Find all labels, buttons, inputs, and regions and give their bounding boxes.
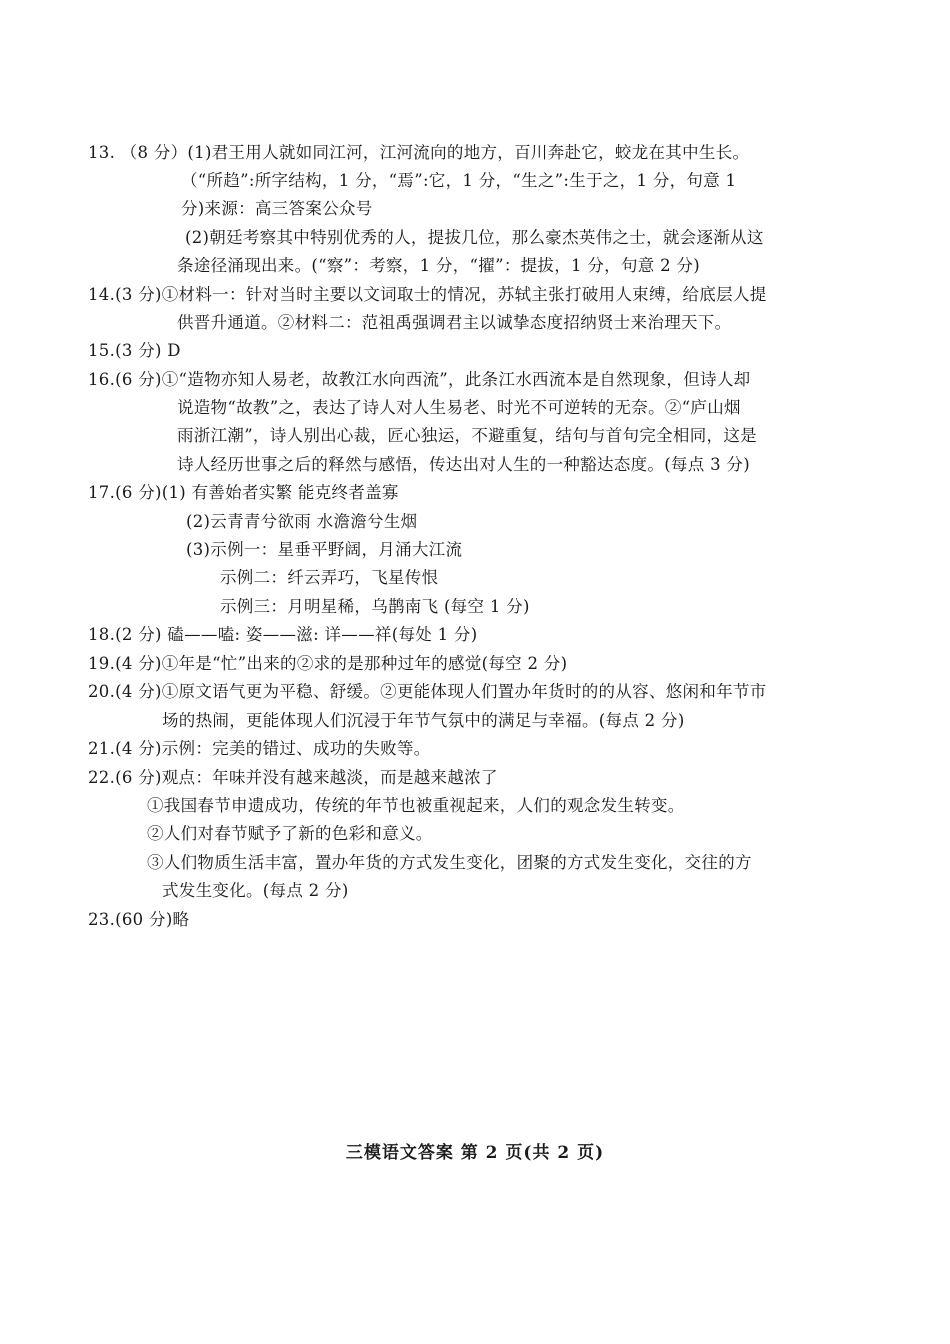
- answer-17-line-5: 示例三：月明星稀，乌鹊南飞 (每空 1 分): [220, 597, 530, 616]
- answer-22-line-2: ①我国春节申遗成功，传统的年节也被重视起来，人们的观念发生转变。: [147, 796, 685, 815]
- answer-22-line-4: ③人们物质生活丰富，置办年货的方式发生变化，团聚的方式发生变化，交往的方: [147, 853, 752, 872]
- answer-17-line-3: (3)示例一：星垂平野阔，月涌大江流: [186, 540, 463, 559]
- answer-16-line-3: 雨浙江潮”，诗人别出心裁，匠心独运，不避重复，结句与首句完全相同，这是: [177, 426, 757, 445]
- answer-13-line-1: 13. （8 分）(1)君王用人就如同江河，江河流向的地方，百川奔赴它，蛟龙在其中生长。: [88, 143, 750, 162]
- answer-22-line-3: ②人们对春节赋予了新的色彩和意义。: [147, 824, 433, 843]
- answer-13-line-3: 分)来源：高三答案公众号: [181, 199, 373, 218]
- answer-22-line-5: 式发生变化。(每点 2 分): [162, 881, 349, 900]
- answer-13-line-2: （“所趋”:所字结构，1 分，“焉”:它，1 分，“生之”:生于之，1 分，句意 1: [181, 171, 737, 190]
- answer-20-line-1: 20.(4 分)①原文语气更为平稳、舒缓。②更能体现人们置办年货时的的从容、悠闲和年节市: [88, 682, 767, 701]
- answer-22-line-1: 22.(6 分)观点：年味并没有越来越淡，而是越来越浓了: [88, 768, 498, 787]
- answer-16-line-1: 16.(6 分)①“造物亦知人易老，故教江水向西流”，此条江水西流本是自然现象，但诗人却: [88, 370, 751, 389]
- answer-17-line-4: 示例二：纤云弄巧，飞星传恨: [220, 568, 439, 587]
- answer-23-line-1: 23.(60 分)略: [88, 910, 190, 929]
- answer-13-line-5: 条途径涌现出来。(“察”：考察，1 分，“擢”：提拔，1 分，句意 2 分): [177, 256, 700, 275]
- answer-19-line-1: 19.(4 分)①年是“忙”出来的②求的是那种过年的感觉(每空 2 分): [88, 654, 568, 673]
- answer-20-line-2: 场的热闹，更能体现人们沉浸于年节气氛中的满足与幸福。(每点 2 分): [162, 711, 685, 730]
- answer-16-line-2: 说造物“故教”之，表达了诗人对人生易老、时光不可逆转的无奈。②“庐山烟: [177, 398, 741, 417]
- answer-21-line-1: 21.(4 分)示例：完美的错过、成功的失败等。: [88, 739, 431, 758]
- answer-14-line-1: 14.(3 分)①材料一：针对当时主要以文词取士的情况，苏轼主张打破用人束缚，给底层人提: [88, 285, 767, 304]
- answer-17-line-2: (2)云青青兮欲雨 水澹澹兮生烟: [186, 512, 418, 531]
- answer-15-line-1: 15.(3 分) D: [88, 341, 181, 360]
- page-footer: 三模语文答案 第 2 页(共 2 页): [345, 1143, 605, 1163]
- answer-17-line-1: 17.(6 分)(1) 有善始者实繁 能克终者盖寡: [88, 483, 399, 502]
- answer-14-line-2: 供晋升通道。②材料二：范祖禹强调君主以诚挚态度招纳贤士来治理天下。: [177, 313, 732, 332]
- answer-13-line-4: (2)朝廷考察其中特别优秀的人，提拔几位，那么豪杰英伟之士，就会逐渐从这: [185, 228, 764, 247]
- answer-16-line-4: 诗人经历世事之后的释然与感悟，传达出对人生的一种豁达态度。(每点 3 分): [177, 455, 750, 474]
- answer-18-line-1: 18.(2 分) 磕——嗑: 姿——滋: 详——祥(每处 1 分): [88, 625, 478, 644]
